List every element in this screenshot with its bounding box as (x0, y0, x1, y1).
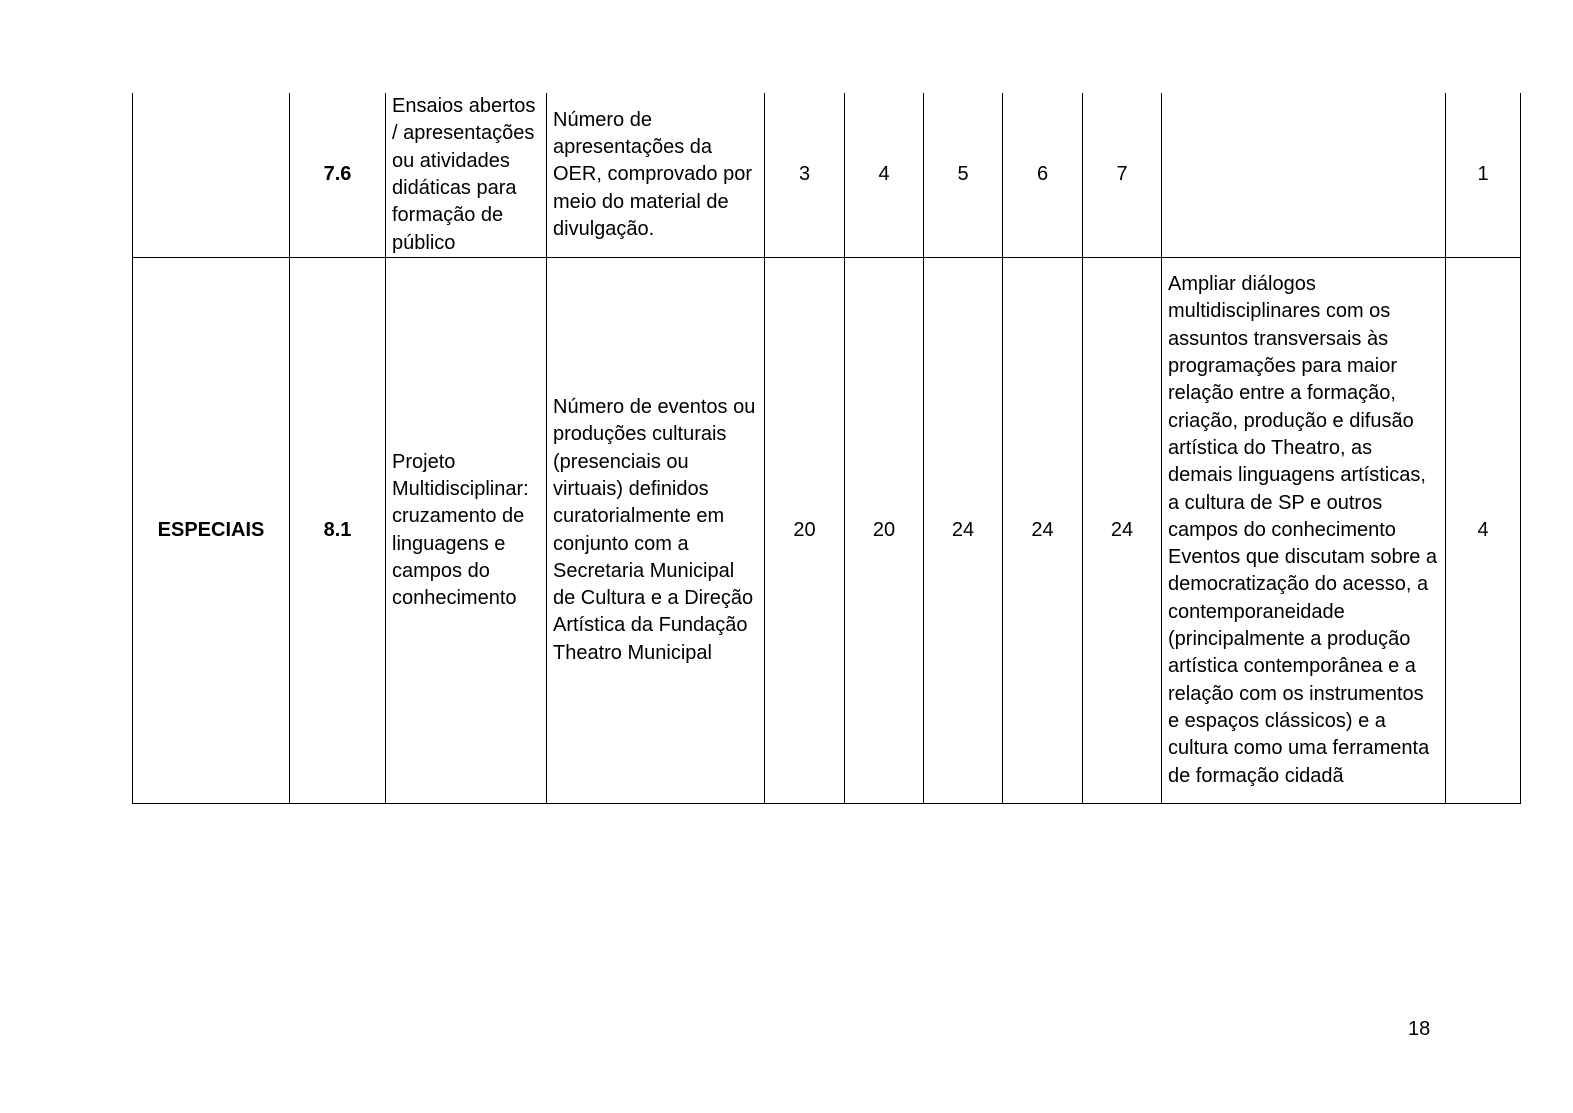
weight-cell: 1 (1446, 93, 1521, 258)
target-cell: 24 (1003, 258, 1083, 804)
target-cell: 20 (845, 258, 924, 804)
category-cell: ESPECIAIS (133, 258, 290, 804)
target-cell: 6 (1003, 93, 1083, 258)
target-cell: 24 (1083, 258, 1162, 804)
table-row (133, 258, 1521, 804)
code-cell: 8.1 (290, 258, 386, 804)
notes-cell (1162, 93, 1446, 258)
target-cell: 3 (765, 93, 845, 258)
action-cell: Ensaios abertos / apresentações ou atividades didáticas para formação de público (386, 93, 547, 258)
weight-cell: 4 (1446, 258, 1521, 804)
page-number: 18 (1408, 1018, 1431, 1040)
indicator-cell: Número de apresentações da OER, comprovado por meio do material de divulgação. (547, 93, 765, 258)
notes-cell: Ampliar diálogos multidisciplinares com os assuntos transversais às programações para maior relação entre a formação, criação, produção e difusão artística do Theatro, as demais linguagens artísticas, a cultura de SP e outros campos do conhecimento Eventos que discutam sobre a democratização do acesso, a contemporaneidade (principalmente a produção artística contemporânea e a relação com os instrumentos e espaços clássicos) e a cultura como uma ferramenta de formação cidadã (1162, 258, 1446, 804)
indicator-cell: Número de eventos ou produções culturais (presenciais ou virtuais) definidos curatorialmente em conjunto com a Secretaria Municipal de Cultura e a Direção Artística da Fundação Theatro Municipal (547, 258, 765, 804)
goals-table-container (132, 93, 1520, 804)
target-cell: 5 (924, 93, 1003, 258)
target-cell: 7 (1083, 93, 1162, 258)
target-cell: 4 (845, 93, 924, 258)
table-row (133, 93, 1521, 258)
action-cell: Projeto Multidisciplinar: cruzamento de linguagens e campos do conhecimento (386, 258, 547, 804)
goals-table (132, 93, 1521, 804)
target-cell: 20 (765, 258, 845, 804)
target-cell: 24 (924, 258, 1003, 804)
category-cell (133, 93, 290, 258)
code-cell: 7.6 (290, 93, 386, 258)
